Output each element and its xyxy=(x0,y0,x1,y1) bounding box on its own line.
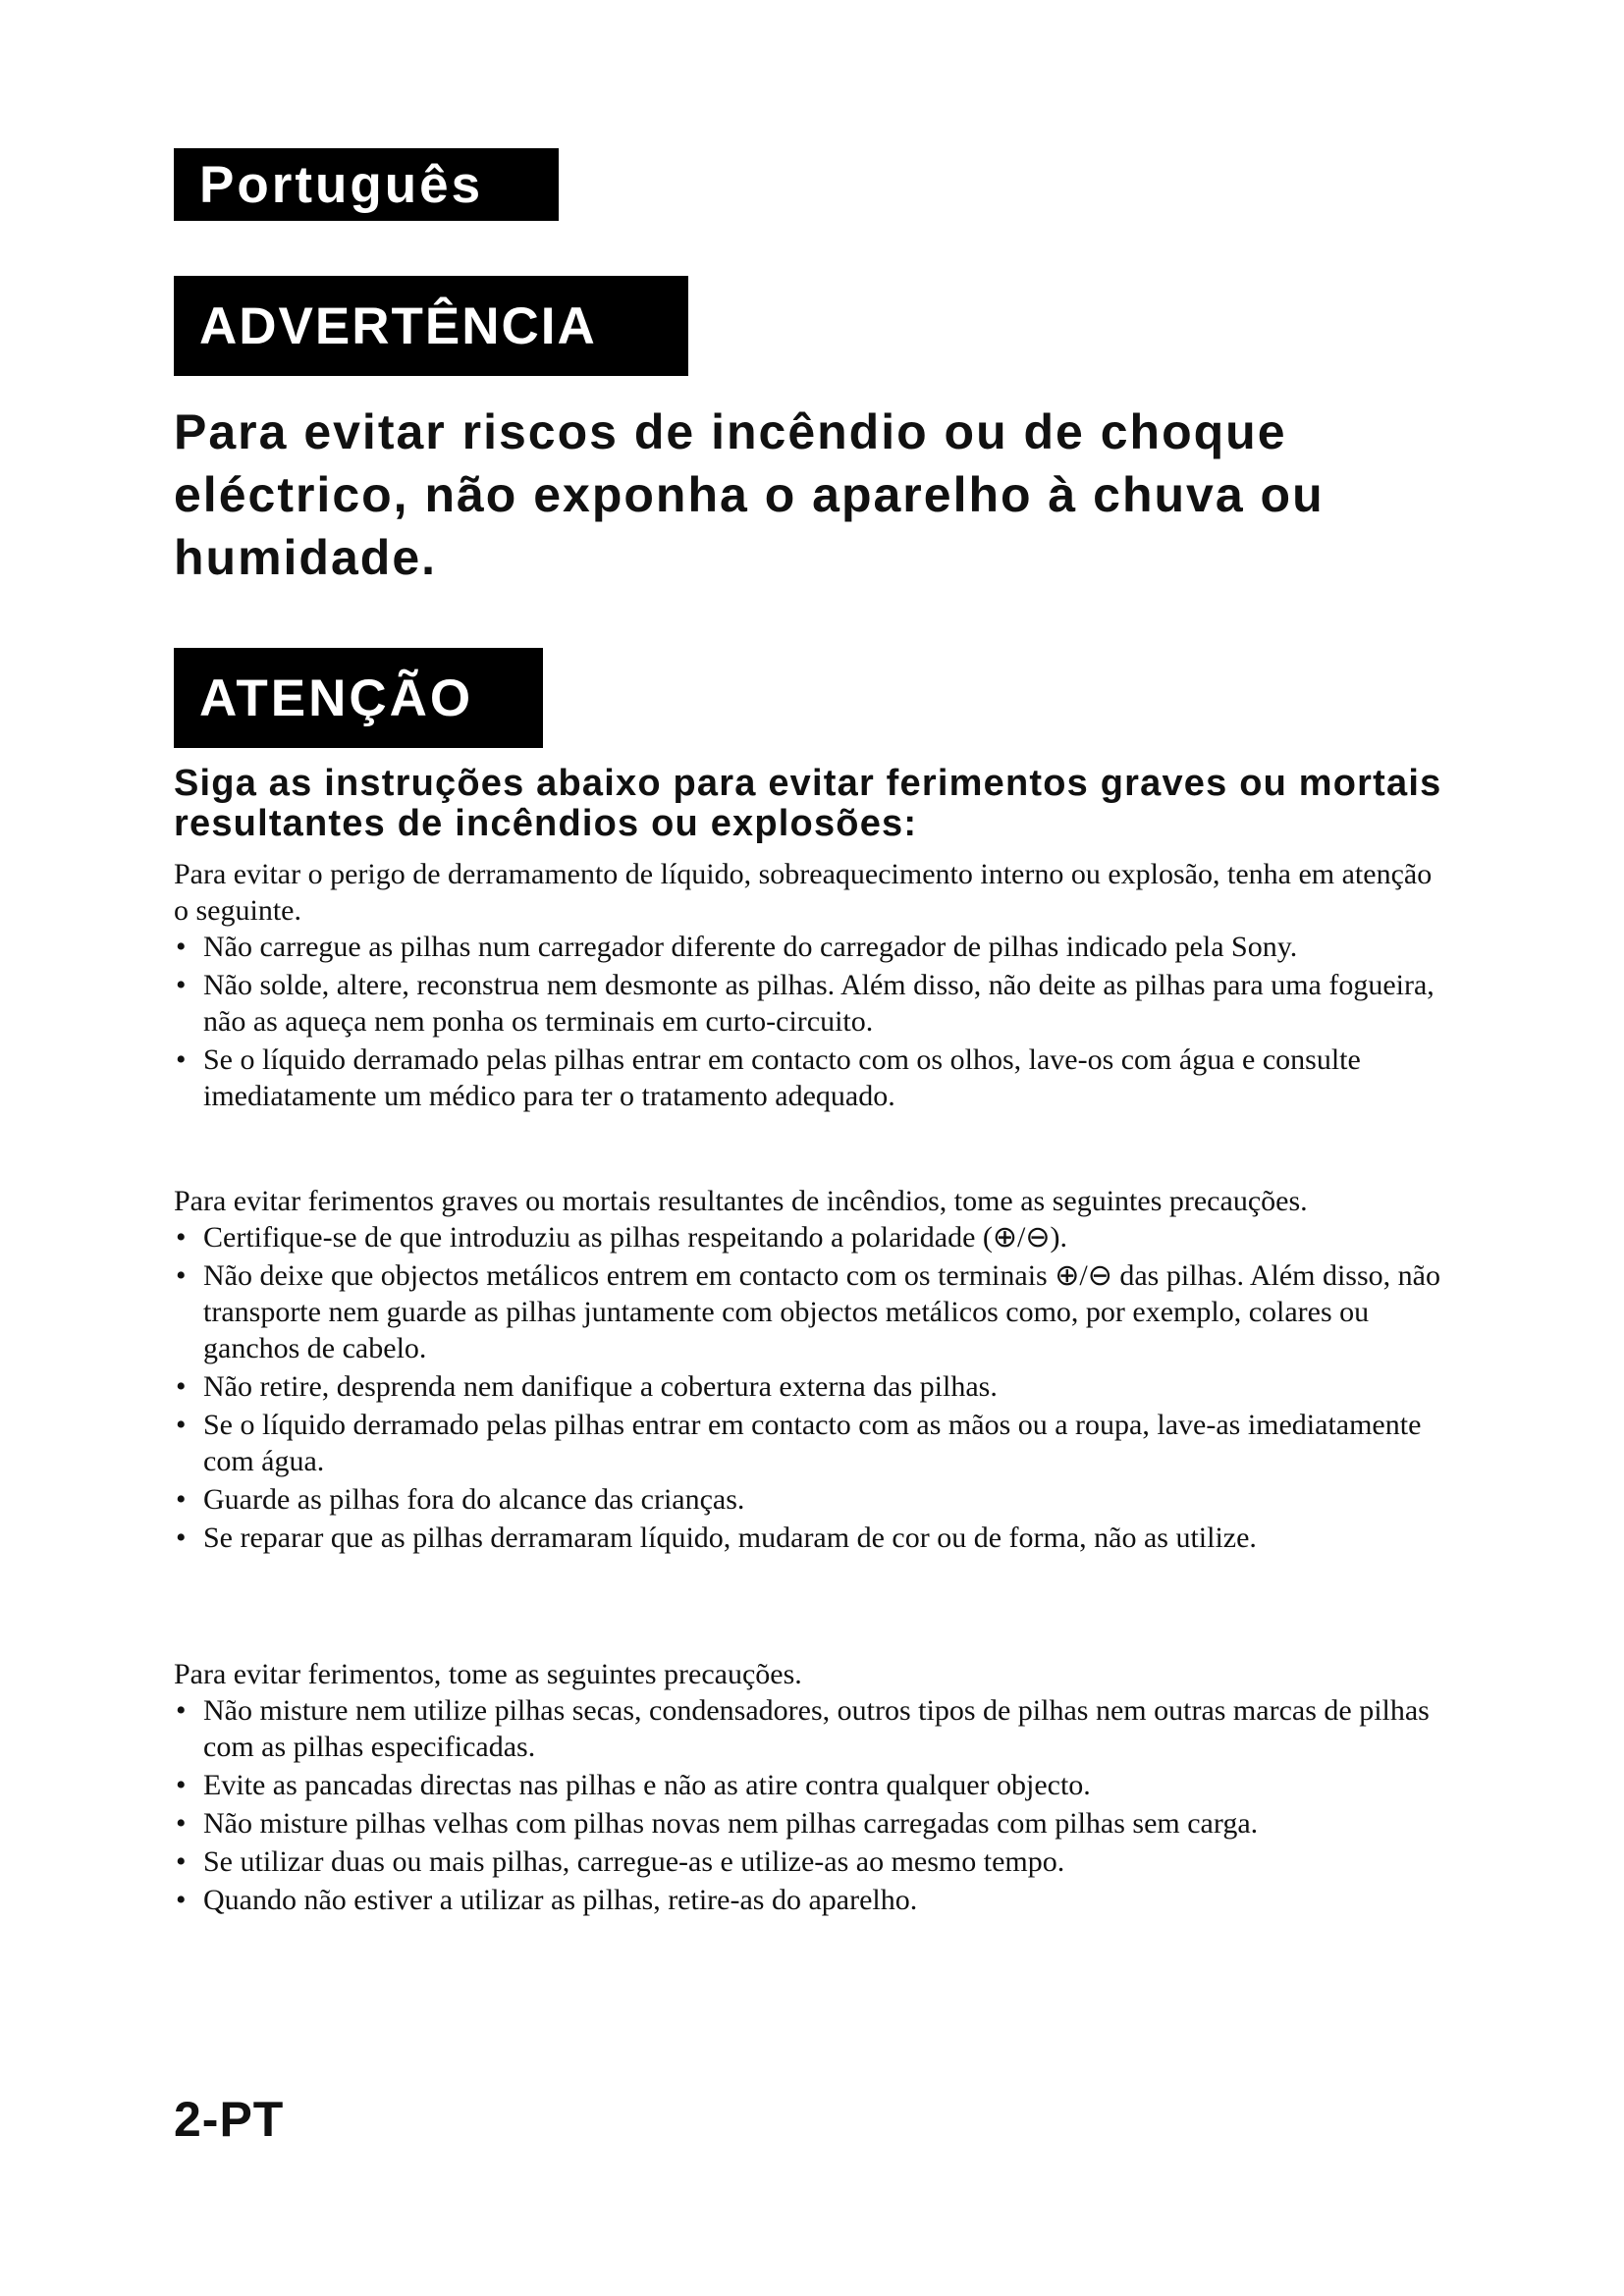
block-intro: Para evitar ferimentos, tome as seguintes precauções. xyxy=(174,1658,802,1690)
list-item: • Não retire, desprenda nem danifique a cobertura externa das pilhas. xyxy=(174,1368,1450,1405)
list-item: • Se utilizar duas ou mais pilhas, carregue-as e utilize-as ao mesmo tempo. xyxy=(174,1843,1450,1880)
caution-title: ATENÇÃO xyxy=(199,668,474,727)
precautions-block-injury xyxy=(174,1656,1450,1920)
list-item: • Não carregue as pilhas num carregador diferente do carregador de pilhas indicado pela Sony. xyxy=(174,929,1450,965)
precautions-block-leakage xyxy=(174,856,1450,1116)
list-item: • Se o líquido derramado pelas pilhas entrar em contacto com os olhos, lave-os com água e consulte imediatamente um médico para ter o tratamento adequado. xyxy=(174,1041,1450,1114)
language-banner xyxy=(174,148,559,221)
list-item: • Evite as pancadas directas nas pilhas e não as atire contra qualquer objecto. xyxy=(174,1767,1450,1803)
warning-title: ADVERTÊNCIA xyxy=(199,296,597,355)
document-page xyxy=(174,0,1450,2296)
block-intro: Para evitar o perigo de derramamento de líquido, sobreaquecimento interno ou explosão, tenha em atenção o seguinte. xyxy=(174,858,1433,927)
list-item: • Se o líquido derramado pelas pilhas entrar em contacto com as mãos ou a roupa, lave-as imediatamente com água. xyxy=(174,1407,1450,1479)
page-number: 2-PT xyxy=(174,2092,285,2147)
list-item: • Não misture nem utilize pilhas secas, condensadores, outros tipos de pilhas nem outras marcas de pilhas com as pilhas especificadas. xyxy=(174,1692,1450,1765)
language-banner-text: Português xyxy=(199,155,484,214)
list-item: • Se reparar que as pilhas derramaram líquido, mudaram de cor ou de forma, não as utilize. xyxy=(174,1520,1450,1556)
bullet-list xyxy=(174,1692,1450,1918)
bullet-list xyxy=(174,929,1450,1114)
bullet-list xyxy=(174,1219,1450,1556)
block-intro: Para evitar ferimentos graves ou mortais resultantes de incêndios, tome as seguintes precauções. xyxy=(174,1185,1308,1217)
list-item: • Guarde as pilhas fora do alcance das crianças. xyxy=(174,1481,1450,1518)
list-item: • Não misture pilhas velhas com pilhas novas nem pilhas carregadas com pilhas sem carga. xyxy=(174,1805,1450,1842)
caution-title-banner xyxy=(174,648,543,748)
list-item: • Quando não estiver a utilizar as pilhas, retire-as do aparelho. xyxy=(174,1882,1450,1918)
warning-title-banner xyxy=(174,276,688,376)
precautions-block-fire xyxy=(174,1183,1450,1558)
list-item: • Certifique-se de que introduziu as pilhas respeitando a polaridade (⊕/⊖). xyxy=(174,1219,1450,1255)
list-item: • Não deixe que objectos metálicos entrem em contacto com os terminais ⊕/⊖ das pilhas. Além disso, não transporte nem guarde as pilhas juntamente com objectos metálicos como, por exemplo, colares ou ganchos de cabelo. xyxy=(174,1257,1450,1366)
list-item: • Não solde, altere, reconstrua nem desmonte as pilhas. Além disso, não deite as pilhas para uma fogueira, não as aqueça nem ponha os terminais em curto-circuito. xyxy=(174,967,1450,1040)
caution-heading: Siga as instruções abaixo para evitar ferimentos graves ou mortais resultantes de incêndios ou explosões: xyxy=(174,763,1442,844)
warning-text: Para evitar riscos de incêndio ou de choque eléctrico, não exponha o aparelho à chuva ou humidade. xyxy=(174,404,1325,585)
